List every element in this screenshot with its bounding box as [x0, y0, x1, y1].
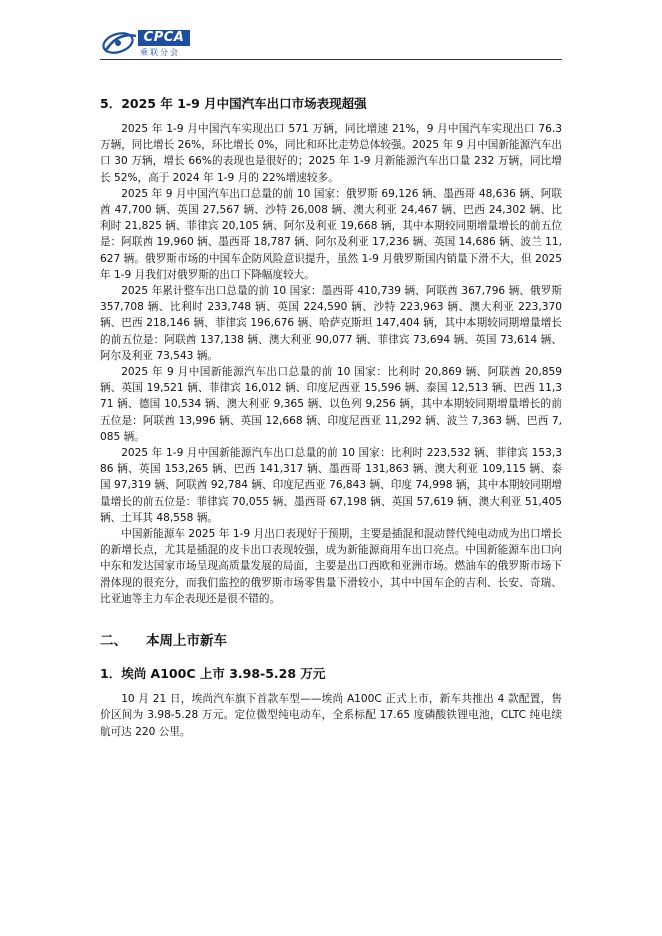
section-5-paragraph: 2025 年 9 月中国汽车出口总量的前 10 国家：俄罗斯 69,126 辆、墨西哥 48,636 辆、阿联酋 47,700 辆、英国 27,567 辆、沙特 26,008 辆、澳大利亚 24,467 辆、巴西 24,302 辆、比利时 21,825 辆、菲律宾 20,105 辆、阿尔及利亚 19,668 辆，其中本期较同期增量增长的前五位是：阿联酋 19,960 辆、墨西哥 18,787 辆、阿尔及利亚 17,236 辆、英国 14,686 辆、波兰 11,627 辆。俄罗斯市场的中国车企防风险意识提升，虽然 1-9 月俄罗斯国内销量下滑不大，但 2025 年 1-9 月我们对俄罗斯的出口下降幅度较大。 [100, 187, 562, 281]
page-header [100, 24, 562, 64]
item-1-paragraph: 10 月 21 日，埃尚汽车旗下首款车型——埃尚 A100C 正式上市，新车共推出 4 款配置，售价区间为 3.98-5.28 万元。定位微型纯电动车，全系标配 17.65 度磷酸铁锂电池，CLTC 纯电续航可达 220 公里。 [100, 693, 562, 738]
document-body [100, 95, 562, 740]
section-2-heading [100, 631, 562, 651]
section-5-paragraph: 中国新能源车 2025 年 1-9 月出口表现好于预期，主要是插混和混动替代纯电动成为出口增长的新增长点，尤其是插混的皮卡出口表现较强，成为新能源商用车出口亮点。中国新能源车出口向中东和发达国家市场呈现高质量发展的局面，主要是出口西欧和亚洲市场。燃油车的俄罗斯市场下滑体现的很充分，而我们监控的俄罗斯市场零售量下滑较小，其中中国车企的吉利、长安、奇瑞、比亚迪等主力车企表现还是很不错的。 [100, 528, 562, 605]
logo-wordmark: CPCA [138, 30, 190, 46]
section-5-heading: 5．2025 年 1-9 月中国汽车出口市场表现超强 [100, 96, 367, 111]
section-2-title: 本周上市新车 [146, 633, 227, 650]
cpca-logo [100, 24, 200, 60]
section-5-paragraph: 2025 年累计整车出口总量的前 10 国家：墨西哥 410,739 辆、阿联酋 367,796 辆、俄罗斯 357,708 辆、比利时 233,748 辆、英国 224,590 辆、沙特 223,963 辆、澳大利亚 223,370 辆、巴西 218,146 辆、菲律宾 196,676 辆、哈萨克斯坦 147,404 辆，其中本期较同期增量增长的前五位是：阿联酋 137,138 辆、澳大利亚 90,077 辆、菲律宾 73,694 辆、英国 73,614 辆、阿尔及利亚 73,543 辆。 [100, 285, 562, 362]
item-1-heading: 1．埃尚 A100C 上市 3.98-5.28 万元 [100, 666, 326, 682]
header-divider [100, 59, 562, 60]
section-5-paragraph: 2025 年 9 月中国新能源汽车出口总量的前 10 国家：比利时 20,869 辆、阿联酋 20,859 辆、英国 19,521 辆、菲律宾 16,012 辆、印度尼西亚 15,596 辆、泰国 12,513 辆、巴西 11,371 辆、德国 10,534 辆、澳大利亚 9,365 辆、以色列 9,256 辆，其中本期较同期增量增长的前五位是：阿联酋 13,996 辆、英国 12,668 辆、印度尼西亚 11,292 辆、波兰 7,363 辆、巴西 7,085 辆。 [100, 366, 562, 443]
section-5-paragraph: 2025 年 1-9 月中国新能源汽车出口总量的前 10 国家：比利时 223,532 辆、菲律宾 153,386 辆、英国 153,265 辆、巴西 141,317 辆、墨西哥 131,863 辆、澳大利亚 109,115 辆、泰国 97,319 辆、阿联酋 92,784 辆、印度尼西亚 76,843 辆、印度 74,998 辆，其中本期较同期增量增长的前五位是：菲律宾 70,055 辆、墨西哥 67,198 辆、英国 57,619 辆、澳大利亚 51,405 辆、土耳其 48,558 辆。 [100, 447, 562, 524]
section-2-number: 二、 [100, 633, 127, 650]
section-5-paragraph: 2025 年 1-9 月中国汽车实现出口 571 万辆，同比增速 21%，9 月中国汽车实现出口 76.3 万辆，同比增长 26%，环比增长 0%，同比和环比走势总体较强。2025 年 9 月中国新能源汽车出口 30 万辆，增长 66%的表现也是很好的；2025 年 1-9 月新能源汽车出口量 232 万辆，同比增长 52%，高于 2024 年 1-9 月的 22%增速较多。 [100, 123, 562, 184]
logo-emblem-icon [100, 28, 140, 58]
logo-subtitle: 乘联分会 [140, 48, 180, 57]
